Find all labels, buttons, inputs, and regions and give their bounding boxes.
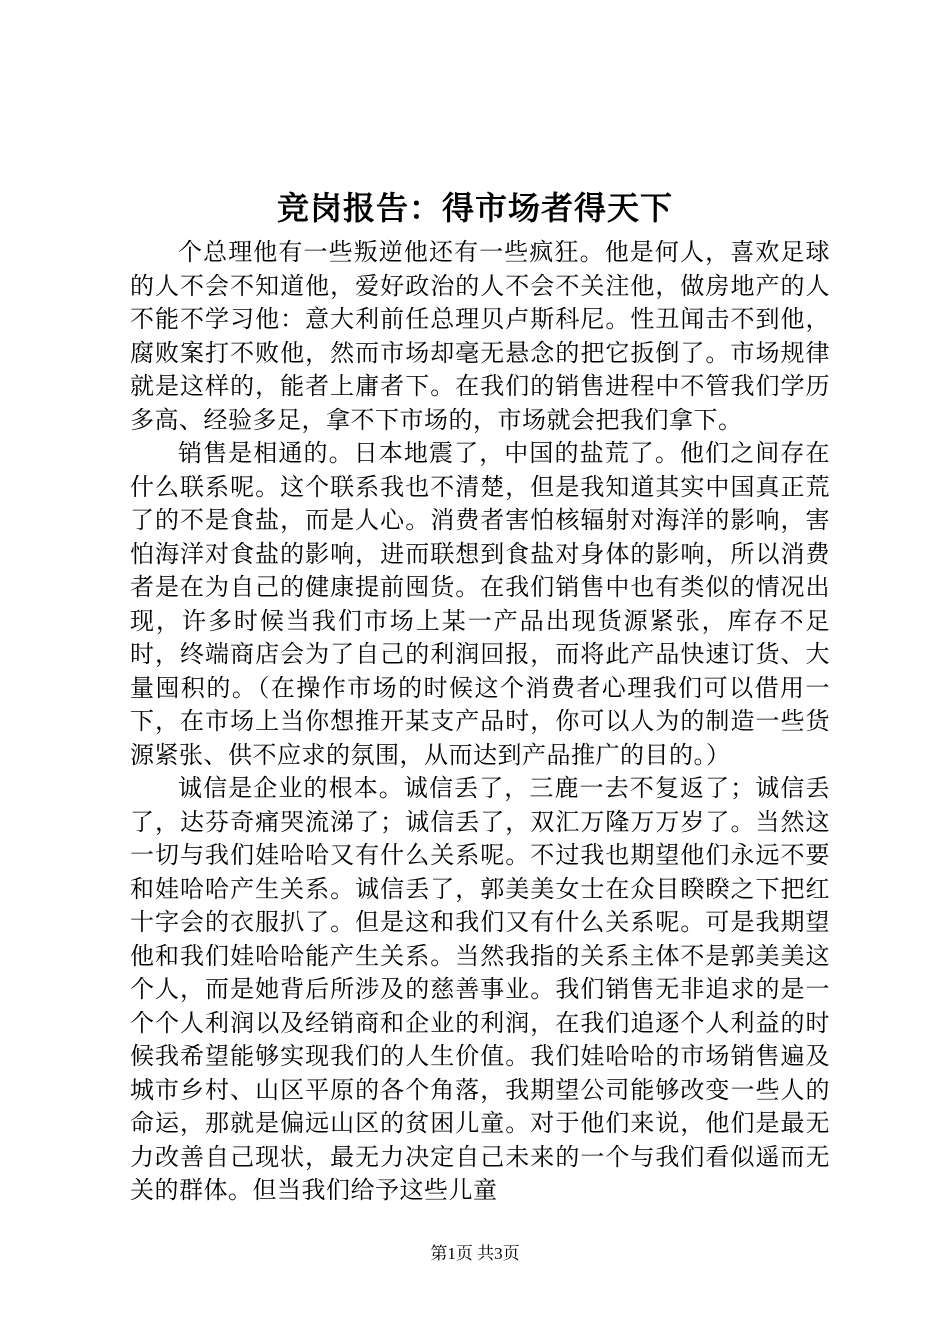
document-body: [130, 236, 830, 1208]
page-title: 竞岗报告：得市场者得天下: [276, 189, 673, 227]
paragraph-3: 诚信是企业的根本。诚信丢了，三鹿一去不复返了；诚信丢了，达芬奇痛哭流涕了；诚信丢了，双汇万隆万万岁了。当然这一切与我们娃哈哈又有什么关系呢。不过我也期望他们永远不要和娃哈哈产生关系。诚信丢了，郭美美女士在众目睽睽之下把红十字会的衣服扒了。但是这和我们又有什么关系呢。可是我期望他和我们娃哈哈能产生关系。当然我指的关系主体不是郭美美这个人，而是她背后所涉及的慈善事业。我们销售无非追求的是一个个人利润以及经销商和企业的利润，在我们追逐个人利益的时候我希望能够实现我们的人生价值。我们娃哈哈的市场销售遍及城市乡村、山区平原的各个角落，我期望公司能够改变一些人的命运，那就是偏远山区的贫困儿童。对于他们来说，他们是最无力改善自己现状，最无力决定自己未来的一个与我们看似遥而无关的群体。但当我们给予这些儿童: [130, 774, 830, 1204]
paragraph-1: 个总理他有一些叛逆他还有一些疯狂。他是何人，喜欢足球的人不会不知道他，爱好政治的人不会不关注他，做房地产的人不能不学习他：意大利前任总理贝卢斯科尼。性丑闻击不到他，腐败案打不败他，然而市场却毫无悬念的把它扳倒了。市场规律就是这样的，能者上庸者下。在我们的销售进程中不管我们学历多高、经验多足，拿不下市场的，市场就会把我们拿下。: [130, 238, 830, 434]
page-footer: 第1页 共3页: [430, 1244, 520, 1263]
paragraph-2: 销售是相通的。日本地震了，中国的盐荒了。他们之间存在什么联系呢。这个联系我也不清楚，但是我知道其实中国真正荒了的不是食盐，而是人心。消费者害怕核辐射对海洋的影响，害怕海洋对食盐的影响，进而联想到食盐对身体的影响，所以消费者是在为自己的健康提前囤货。在我们销售中也有类似的情况出现，许多时候当我们市场上某一产品出现货源紧张，库存不足时，终端商店会为了自己的利润回报，而将此产品快速订货、大量囤积的。（在操作市场的时候这个消费者心理我们可以借用一下，在市场上当你想推开某支产品时，你可以人为的制造一些货源紧张、供不应求的氛围，从而达到产品推广的目的。）: [130, 439, 830, 769]
